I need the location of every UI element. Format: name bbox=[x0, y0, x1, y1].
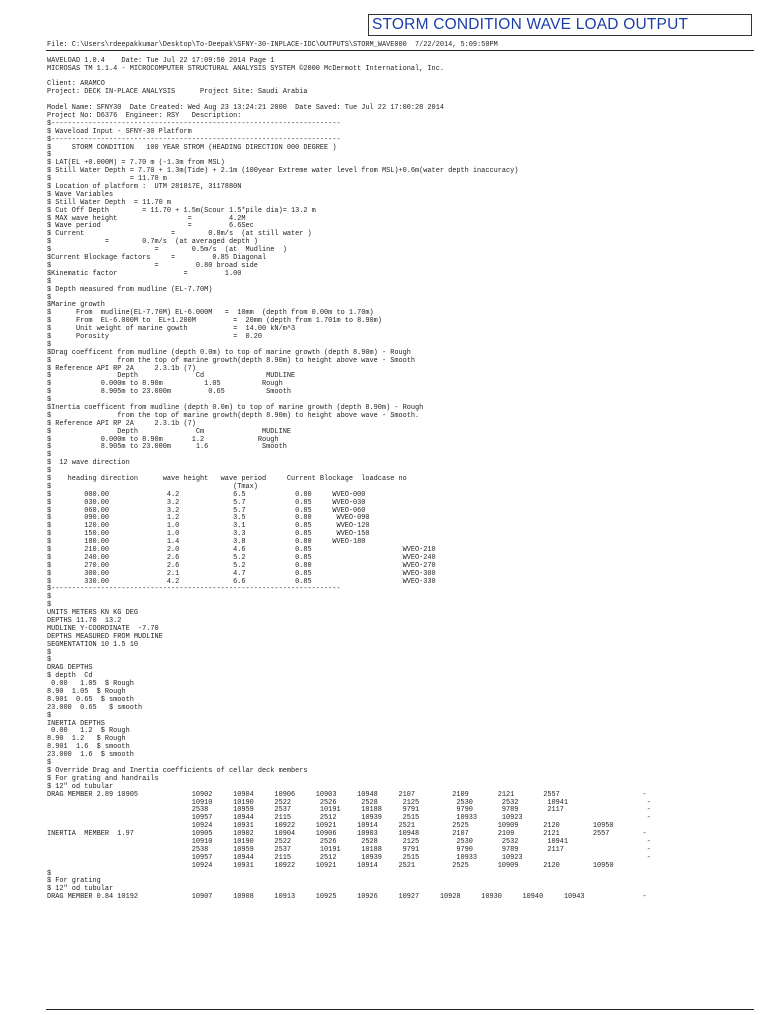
listing-line: $ from the top of marine growth(depth 8.90m) to height above wave - Smooth bbox=[47, 356, 416, 365]
listing-line: $Inertia coefficent from mudline (depth 0.0m) to top of marine growth (depth 8.90m) - Rough bbox=[47, 403, 424, 412]
listing-line: $ Reference API RP 2A 2.3.1b (7) bbox=[47, 419, 196, 428]
listing-line: 0.00 1.2 $ Rough bbox=[47, 727, 130, 736]
page-title: STORM CONDITION WAVE LOAD OUTPUT bbox=[368, 14, 752, 36]
listing-line: $---------------------------------------------------------------------- bbox=[47, 119, 341, 128]
listing-line: $ 0.000m to 8.90m 1.05 Rough bbox=[47, 380, 283, 389]
listing-line: MUDLINE Y-COORDINATE -7.70 bbox=[47, 624, 159, 633]
listing-line: 10957 10944 2115 2512 10939 2515 10933 10923 - bbox=[47, 814, 651, 823]
listing-line: $ 8.905m to 23.000m 0.65 Smooth bbox=[47, 388, 291, 397]
listing-line: $ 12" od tubular bbox=[47, 782, 114, 791]
listing-line: 10910 10190 2522 2526 2528 2125 2530 2532 10941 - bbox=[47, 837, 651, 846]
listing-line: $ Wave Variables bbox=[47, 190, 114, 199]
listing-line: $ bbox=[47, 151, 52, 160]
listing-line: $ 12 wave direction bbox=[47, 459, 130, 468]
listing-line: $ Depth Cm MUDLINE bbox=[47, 427, 291, 436]
listing-line: Model Name: SFNY30 Date Created: Wed Aug 23 13:24:21 2000 Date Saved: Tue Jul 22 17:00:28 2014 bbox=[47, 104, 444, 113]
listing-line: $ bbox=[47, 340, 52, 349]
listing-line: $Drag coefficent from mudline (depth 0.0m) to top of marine growth (depth 8.90m) - Rough bbox=[47, 348, 411, 357]
listing-line bbox=[47, 74, 762, 82]
listing-line: INERTIA MEMBER 1.97 10905 10902 10904 10906 10903 10948 2107 2109 2121 2557 - bbox=[47, 830, 647, 839]
listing-line: $ 300.00 2.1 4.7 0.85 WVEO-300 bbox=[47, 569, 436, 578]
listing-line: $ 150.00 1.0 3.3 0.85 WVEO-150 bbox=[47, 530, 370, 539]
listing-line: $ bbox=[47, 711, 52, 720]
listing-line: $ bbox=[47, 601, 52, 610]
listing-line: $ 030.00 3.2 5.7 0.85 WVEO-030 bbox=[47, 498, 366, 507]
listing-line: DEPTHS 11.70 13.2 bbox=[47, 617, 122, 626]
listing-line: $ 240.00 2.6 5.2 0.85 WVEO-240 bbox=[47, 553, 436, 562]
listing-line: 10957 10944 2115 2512 10939 2515 10933 10923 - bbox=[47, 853, 651, 862]
listing-line: DRAG DEPTHS bbox=[47, 664, 93, 673]
listing-line: $ Depth measured from mudline (EL-7.70M) bbox=[47, 285, 213, 294]
listing-line: DRAG MEMBER 0.84 10192 10907 10908 10913 10925 10926 10927 10928 10930 10940 10943 - bbox=[47, 893, 647, 902]
listing-line: $ bbox=[47, 396, 52, 405]
listing-line: $ heading direction wave height wave period Current Blockage loadcase no bbox=[47, 474, 407, 483]
listing-line: $ bbox=[47, 451, 52, 460]
listing-line: INERTIA DEPTHS bbox=[47, 719, 105, 728]
listing-line: $ 180.00 1.4 3.8 0.80 WVEO-180 bbox=[47, 538, 366, 547]
listing-line: 8.901 1.6 $ smooth bbox=[47, 743, 130, 752]
header-rule bbox=[46, 50, 754, 51]
listing-line: $ = 11.70 m bbox=[47, 175, 167, 184]
listing-line: $ 120.00 1.0 3.1 0.85 WVEO-120 bbox=[47, 522, 370, 531]
listing-line: 2538 10959 2537 10191 10188 9791 9790 9789 2117 - bbox=[47, 806, 651, 815]
listing-line: 10924 10931 10922 10921 10914 2521 2525 10909 2120 10950 bbox=[47, 861, 614, 870]
listing-line: DRAG MEMBER 2.89 10905 10902 10904 10906 10903 10948 2107 2109 2121 2557 - bbox=[47, 790, 647, 799]
listing-line: MICROSAS TM 1.1.4 - MICROCOMPUTER STRUCTURAL ANALYSIS SYSTEM ©2000 McDermott International, Inc. bbox=[47, 64, 444, 73]
listing-line: $ bbox=[47, 869, 52, 878]
listing-line: $ bbox=[47, 656, 52, 665]
listing-line: $ bbox=[47, 293, 52, 302]
listing-line: DEPTHS MEASURED FROM MUDLINE bbox=[47, 632, 163, 641]
listing-line: $ 0.000m to 8.90m 1.2 Rough bbox=[47, 435, 279, 444]
listing-line: $ MAX wave height = 4.2M bbox=[47, 214, 246, 223]
listing-line: $ bbox=[47, 759, 52, 768]
listing-line: $ From EL-6.000M to EL+1.200M = 20mm (depth from 1.701m to 8.90m) bbox=[47, 317, 382, 326]
listing-line: $ (Tmax) bbox=[47, 482, 258, 491]
footer-rule bbox=[46, 1009, 754, 1010]
listing-line: $ STORM CONDITION 100 YEAR STROM (HEADING DIRECTION 000 DEGREE ) bbox=[47, 143, 337, 152]
listing-line: $ bbox=[47, 648, 52, 657]
listing-line: 8.90 1.05 $ Rough bbox=[47, 688, 126, 697]
listing-line: $ Reference API RP 2A 2.3.1b (7) bbox=[47, 364, 196, 373]
listing-line: $ depth Cd bbox=[47, 672, 93, 681]
listing-line: $ 8.905m to 23.000m 1.6 Smooth bbox=[47, 443, 287, 452]
listing-line: $ = 0.7m/s (at averaged depth ) bbox=[47, 238, 258, 247]
listing-line: $ from the top of marine growth(depth 8.90m) to height above wave - Smooth. bbox=[47, 411, 420, 420]
listing-line: 10910 10190 2522 2526 2528 2125 2530 2532 10941 - bbox=[47, 798, 651, 807]
listing-line: $ bbox=[47, 593, 52, 602]
listing-line: 10924 10931 10922 10921 10914 2521 2525 10909 2120 10950 bbox=[47, 822, 614, 831]
listing-line: $Kinematic factor = 1.00 bbox=[47, 269, 242, 278]
listing-line: Client: ARAMCO bbox=[47, 80, 105, 89]
listing-line: $ Still Water Depth = 7.70 + 1.3m(Tide) + 2.1m (100year Extreme water level from MSL)+0.6m(water depth inaccuracy) bbox=[47, 167, 519, 176]
listing-line: $ From mudline(EL-7.70M) EL-6.000M = 10mm (depth from 0.00m to 1.70m) bbox=[47, 309, 374, 318]
listing-line: 0.00 1.05 $ Rough bbox=[47, 680, 134, 689]
listing-line: 8.90 1.2 $ Rough bbox=[47, 735, 126, 744]
listing-line: UNITS METERS KN KG DEG bbox=[47, 609, 138, 618]
listing-line: $ Porosity = 0.20 bbox=[47, 332, 263, 341]
file-path-line: File: C:\Users\rdeepakkumar\Desktop\To-Deepak\SFNY-30-INPLACE-IDC\OUTPUTS\STORM_WAVE000 7/22/2014, 5:09:50PM bbox=[47, 41, 498, 49]
listing-line: $ Location of platform : UTM 281817E, 3117880N bbox=[47, 183, 242, 192]
listing-line: $Current Blockage factors = 0.85 Diagonal bbox=[47, 254, 267, 263]
listing-line: $ bbox=[47, 277, 52, 286]
listing-line: $ 000.00 4.2 6.5 0.80 WVEO-000 bbox=[47, 490, 366, 499]
listing-line: $Marine growth bbox=[47, 301, 105, 310]
listing-line: $---------------------------------------------------------------------- bbox=[47, 585, 341, 594]
listing-line: $ For grating bbox=[47, 877, 101, 886]
listing-line: Project: DECK IN-PLACE ANALYSIS Project Site: Saudi Arabia bbox=[47, 88, 308, 97]
listing-line: $ = 0.80 broad side bbox=[47, 261, 258, 270]
listing-line: $ For grating and handrails bbox=[47, 774, 159, 783]
listing-line: $ Override Drag and Inertia coefficients of cellar deck members bbox=[47, 766, 308, 775]
listing-line: $ = 0.5m/s (at Mudline ) bbox=[47, 246, 287, 255]
listing-line: 23.000 1.6 $ smooth bbox=[47, 751, 134, 760]
listing-line: $ LAT(EL +0.000M) = 7.70 m (-1.3m from MSL) bbox=[47, 159, 225, 168]
listing-line: 2538 10959 2537 10191 10188 9791 9790 9789 2117 - bbox=[47, 845, 651, 854]
listing-line: $ 210.00 2.0 4.6 0.85 WVEO-210 bbox=[47, 546, 436, 554]
listing-line: $ Cut Off Depth = 11.70 + 1.5m(Scour 1.5*pile dia)= 13.2 m bbox=[47, 206, 316, 215]
listing-line: $ Current = 0.8m/s (at still water ) bbox=[47, 230, 312, 239]
listing-line: Project No: D6376 Engineer: RSY Description: bbox=[47, 112, 242, 121]
listing-line: $ bbox=[47, 467, 52, 476]
listing-line: $ 12" od tubular bbox=[47, 885, 114, 894]
listing-line: WAVELOAD 1.0.4 Date: Tue Jul 22 17:09:50 2014 Page 1 bbox=[47, 56, 275, 65]
listing-line: $ Waveload Input - SFNY-30 Platform bbox=[47, 127, 192, 136]
listing-line: $---------------------------------------------------------------------- bbox=[47, 135, 341, 144]
listing-line: $ Wave period = 6.6Sec bbox=[47, 222, 254, 231]
listing-line: $ Still Water Depth = 11.70 m bbox=[47, 198, 172, 207]
listing-line: $ 060.00 3.2 5.7 0.85 WVEO-060 bbox=[47, 506, 366, 515]
listing-line: 8.901 0.65 $ smooth bbox=[47, 695, 134, 704]
document-body bbox=[47, 42, 762, 902]
listing-line: $ 330.00 4.2 6.6 0.85 WVEO-330 bbox=[47, 577, 436, 586]
listing-line: SEGMENTATION 10 1.5 10 bbox=[47, 640, 138, 649]
listing-line: $ 270.00 2.6 5.2 0.80 WVEO-270 bbox=[47, 561, 436, 570]
listing-line: $ Unit weight of marine gowth = 14.00 kN/m^3 bbox=[47, 325, 296, 334]
listing-line: $ Depth Cd MUDLINE bbox=[47, 372, 296, 381]
output-listing bbox=[47, 58, 762, 902]
listing-line: $ 090.00 1.2 3.5 0.80 WVEO-090 bbox=[47, 514, 370, 523]
listing-line: 23.000 0.65 $ smooth bbox=[47, 703, 143, 712]
